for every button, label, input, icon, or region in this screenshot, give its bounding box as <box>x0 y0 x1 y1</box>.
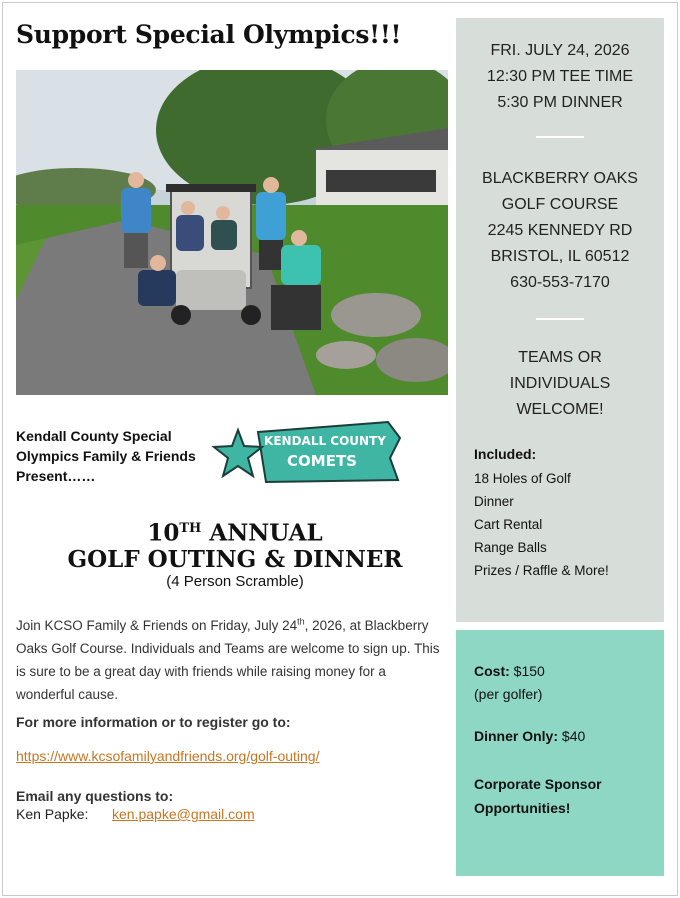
cost-info <box>474 660 545 706</box>
more-info-label: For more information or to register go to: <box>16 714 291 730</box>
venue-type: GOLF COURSE <box>501 196 619 213</box>
registration-link[interactable]: https://www.kcsofamilyandfriends.org/golf-outing/ <box>16 748 320 764</box>
sponsor-text: Corporate Sponsor Opportunities! <box>474 776 602 816</box>
photo-illustration <box>16 70 448 395</box>
page-title: Support Special Olympics!!! <box>16 20 402 49</box>
divider <box>536 318 584 320</box>
dinner-time: 5:30 PM DINNER <box>497 94 623 111</box>
star-icon <box>214 430 262 476</box>
cost-note: (per golfer) <box>474 686 543 702</box>
list-item: 18 Holes of Golf <box>474 471 571 486</box>
event-description: Join KCSO Family & Friends on Friday, July 24th, 2026, at Blackberry Oaks Golf Course. Individuals and Teams are welcome to sign up. This is sure to be a great day with friends while raising money for a wonderful cause. <box>16 616 440 702</box>
cost-value: $150 <box>509 663 545 679</box>
included-title: Included: <box>474 446 537 462</box>
venue-name: BLACKBERRY OAKS <box>482 170 638 187</box>
venue-info <box>456 166 664 296</box>
teams-line: INDIVIDUALS <box>509 375 611 392</box>
heading-line2: GOLF OUTING & DINNER <box>67 545 403 573</box>
email-label: Email any questions to: <box>16 788 174 804</box>
teams-line: WELCOME! <box>516 401 604 418</box>
list-item: Prizes / Raffle & More! <box>474 563 609 578</box>
list-item: Dinner <box>474 494 514 509</box>
event-date: FRI. JULY 24, 2026 <box>490 42 630 59</box>
divider <box>536 136 584 138</box>
list-item: Cart Rental <box>474 517 543 532</box>
logo-text-line2: COMETS <box>287 452 357 470</box>
heading-line1: 10TH ANNUAL <box>147 519 323 547</box>
pricing-panel <box>456 630 664 876</box>
logo-text-line1: KENDALL COUNTY <box>264 434 386 448</box>
tee-time: 12:30 PM TEE TIME <box>486 68 634 85</box>
venue-phone: 630-553-7170 <box>510 274 610 291</box>
teams-welcome <box>456 345 664 423</box>
event-heading <box>40 516 430 591</box>
presents-text: Kendall County Special Olympics Family & Friends Present…… <box>16 428 196 484</box>
venue-city: BRISTOL, IL 60512 <box>490 248 630 265</box>
contact-line <box>16 806 255 822</box>
contact-name: Ken Papke: <box>16 806 89 822</box>
included-list <box>474 467 609 582</box>
event-details-panel <box>456 18 664 622</box>
contact-email-link[interactable]: ken.papke@gmail.com <box>112 806 255 822</box>
comets-logo <box>210 420 410 486</box>
event-schedule <box>456 38 664 116</box>
dinner-only-price: Dinner Only: $40 <box>474 728 586 744</box>
cost-label: Cost: <box>474 663 510 679</box>
venue-address: 2245 KENNEDY RD <box>487 222 633 239</box>
heading-subtitle: (4 Person Scramble) <box>166 572 304 590</box>
event-photo <box>16 70 448 395</box>
teams-line: TEAMS OR <box>518 349 602 366</box>
list-item: Range Balls <box>474 540 547 555</box>
